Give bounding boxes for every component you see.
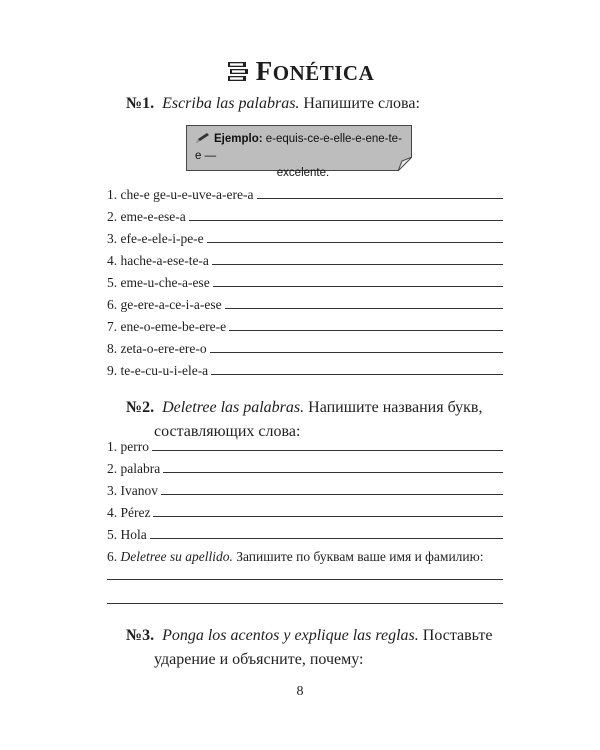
- page-title: FONÉTICA: [0, 56, 600, 87]
- exercise2-item[interactable]: 4. Pérez: [107, 501, 503, 521]
- exercise2-item[interactable]: 5. Hola: [107, 523, 503, 543]
- exercise1-item[interactable]: 5. eme-u-che-a-ese: [107, 271, 503, 291]
- answer-line[interactable]: [153, 516, 503, 517]
- page-curl-icon: [398, 157, 412, 171]
- example-box: Ejemplo: e-equis-ce-e-elle-e-ene-te-e — excelente.: [186, 125, 412, 171]
- exercise2-item[interactable]: 2. palabra: [107, 457, 503, 477]
- answer-line[interactable]: [150, 538, 503, 539]
- answer-line[interactable]: [189, 220, 503, 221]
- exercise2-heading: №2. Deletree las palabras. Напишите названия букв, составляющих слова:: [126, 399, 483, 440]
- answer-line[interactable]: [163, 472, 503, 473]
- exercise2-item6: 6. Deletree su apellido. Запишите по буквам ваше имя и фамилию:: [107, 549, 484, 564]
- exercise1-item[interactable]: 8. zeta-o-ere-ere-o: [107, 337, 503, 357]
- answer-line[interactable]: [212, 264, 503, 265]
- exercise1-heading: №1. Escriba las palabras. Напишите слова:: [126, 95, 420, 112]
- answer-line[interactable]: [152, 450, 503, 451]
- answer-line[interactable]: [207, 242, 503, 243]
- books-icon: [226, 59, 250, 83]
- answer-line[interactable]: [210, 352, 503, 353]
- answer-line[interactable]: [257, 198, 503, 199]
- answer-line[interactable]: [229, 330, 503, 331]
- exercise1-item[interactable]: 4. hache-a-ese-te-a: [107, 249, 503, 269]
- exercise2-item[interactable]: 1. perro: [107, 435, 503, 455]
- pencil-icon: [195, 132, 211, 144]
- answer-line[interactable]: [225, 308, 503, 309]
- answer-line[interactable]: [211, 374, 503, 375]
- exercise1-item[interactable]: 3. efe-e-ele-i-pe-e: [107, 227, 503, 247]
- answer-line[interactable]: [161, 494, 503, 495]
- exercise1-item[interactable]: 6. ge-ere-a-ce-i-a-ese: [107, 293, 503, 313]
- exercise3-heading: №3. Ponga los acentos y explique las reglas. Поставьте ударение и объясните, почему:: [126, 627, 493, 668]
- exercise1-item[interactable]: 9. te-e-cu-u-i-ele-a: [107, 359, 503, 379]
- answer-line[interactable]: [107, 603, 503, 604]
- answer-line[interactable]: [213, 286, 503, 287]
- exercise1-item[interactable]: 2. eme-e-ese-a: [107, 205, 503, 225]
- exercise1-item[interactable]: 7. ene-o-eme-be-ere-e: [107, 315, 503, 335]
- exercise1-item[interactable]: 1. che-e ge-u-e-uve-a-ere-a: [107, 183, 503, 203]
- exercise2-item[interactable]: 3. Ivanov: [107, 479, 503, 499]
- answer-line[interactable]: [107, 579, 503, 580]
- page-number: 8: [296, 684, 304, 699]
